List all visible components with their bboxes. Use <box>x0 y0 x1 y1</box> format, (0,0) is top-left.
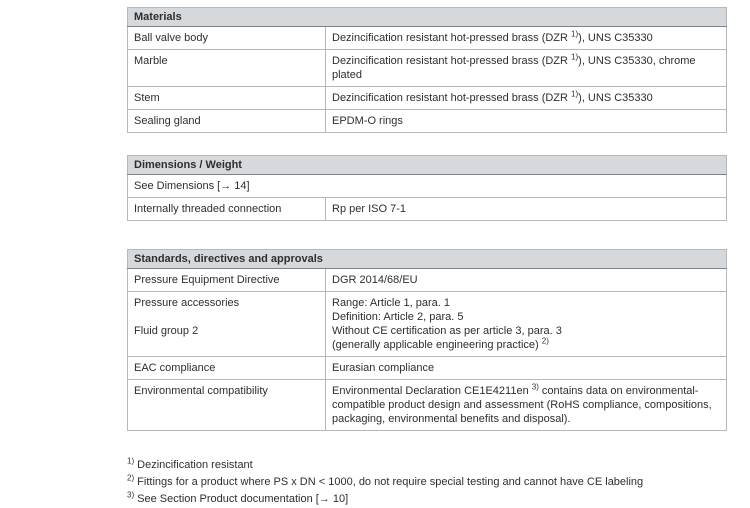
cell-line: Sealing gland <box>134 115 201 127</box>
row-value <box>326 380 727 431</box>
standards-section <box>127 249 727 431</box>
table-header-row <box>128 8 727 27</box>
cell-line: EAC compliance <box>134 362 216 374</box>
row-label <box>128 110 326 133</box>
cell-line: DGR 2014/68/EU <box>332 274 418 286</box>
cell-line <box>134 310 319 324</box>
cell-line: Pressure Equipment Directive <box>134 274 280 286</box>
cell-line: Internally threaded connection <box>134 203 282 215</box>
cell-line: (generally applicable engineering practice) $^{2)}$ <box>332 336 549 351</box>
cell-line: Fluid group 2 <box>134 325 199 337</box>
table-row <box>128 269 727 292</box>
row-value-full <box>128 175 727 198</box>
row-label <box>128 380 326 431</box>
superscript-marker: 1) <box>571 89 579 99</box>
cell-line: See Dimensions [→ 14] <box>134 180 250 192</box>
document-page <box>127 7 727 508</box>
table-row <box>128 357 727 380</box>
row-label <box>128 292 326 357</box>
row-label <box>128 50 326 87</box>
superscript-marker: 3) <box>531 382 539 392</box>
row-value <box>326 50 727 87</box>
row-value <box>326 292 727 357</box>
materials-table <box>127 7 727 133</box>
table-row <box>128 110 727 133</box>
cell-line: Environmental Declaration CE1E4211en $^{3)}$ contains data on environmental-compatible product design and assessment (RoHS compliance, compositions, packaging, environmental benefits and disposal). <box>332 382 712 425</box>
table-header-row <box>128 156 727 175</box>
standards-table <box>127 249 727 431</box>
row-label <box>128 87 326 110</box>
cell-line: Without CE certification as per article 3, para. 3 <box>332 325 562 337</box>
footnote-marker: 1) <box>127 456 135 466</box>
cell-line: Rp per ISO 7-1 <box>332 203 406 215</box>
table-row <box>128 175 727 198</box>
row-value <box>326 357 727 380</box>
footnote: $^{2)}$ Fittings for a product where PS x DN < 1000, do not require special testing and cannot have CE labeling <box>127 473 644 488</box>
cell-line: Stem <box>134 92 160 104</box>
table-title: Materials <box>128 8 727 27</box>
cell-line: Definition: Article 2, para. 5 <box>332 311 464 323</box>
cell-line: Marble <box>134 55 168 67</box>
footnotes <box>127 457 727 507</box>
row-label <box>128 269 326 292</box>
row-value <box>326 27 727 50</box>
table-row <box>128 27 727 50</box>
table-row <box>128 198 727 221</box>
row-label <box>128 27 326 50</box>
footnote-marker: 2) <box>127 473 135 483</box>
cell-line: Eurasian compliance <box>332 362 435 374</box>
row-label <box>128 198 326 221</box>
cell-line: Dezincification resistant hot-pressed brass (DZR $^{1)}$), UNS C35330 <box>332 89 653 104</box>
row-value <box>326 269 727 292</box>
table-title: Dimensions / Weight <box>128 156 727 175</box>
cell-line: Range: Article 1, para. 1 <box>332 297 451 309</box>
cell-line: Ball valve body <box>134 32 208 44</box>
superscript-marker: 1) <box>571 52 579 62</box>
cell-line: Environmental compatibility <box>134 385 268 397</box>
cell-line: EPDM-O rings <box>332 115 403 127</box>
dimensions-weight-section <box>127 155 727 221</box>
table-row <box>128 380 727 431</box>
table-title: Standards, directives and approvals <box>128 250 727 269</box>
table-row <box>128 292 727 357</box>
table-header-row <box>128 250 727 269</box>
superscript-marker: 2) <box>541 336 549 346</box>
cell-line: Dezincification resistant hot-pressed brass (DZR $^{1)}$), UNS C35330, chrome plated <box>332 52 696 81</box>
footnote-marker: 3) <box>127 490 135 500</box>
materials-section <box>127 7 727 133</box>
footnote: $^{1)}$ Dezincification resistant <box>127 456 253 471</box>
cell-line: Dezincification resistant hot-pressed brass (DZR $^{1)}$), UNS C35330 <box>332 29 653 44</box>
superscript-marker: 1) <box>571 29 579 39</box>
row-value <box>326 110 727 133</box>
footnote: $^{3)}$ See Section Product documentation [→ 10] <box>127 490 349 505</box>
row-label <box>128 357 326 380</box>
table-row <box>128 50 727 87</box>
cell-line: Pressure accessories <box>134 297 240 309</box>
table-row <box>128 87 727 110</box>
row-value <box>326 87 727 110</box>
row-value <box>326 198 727 221</box>
dimensions-weight-table <box>127 155 727 221</box>
